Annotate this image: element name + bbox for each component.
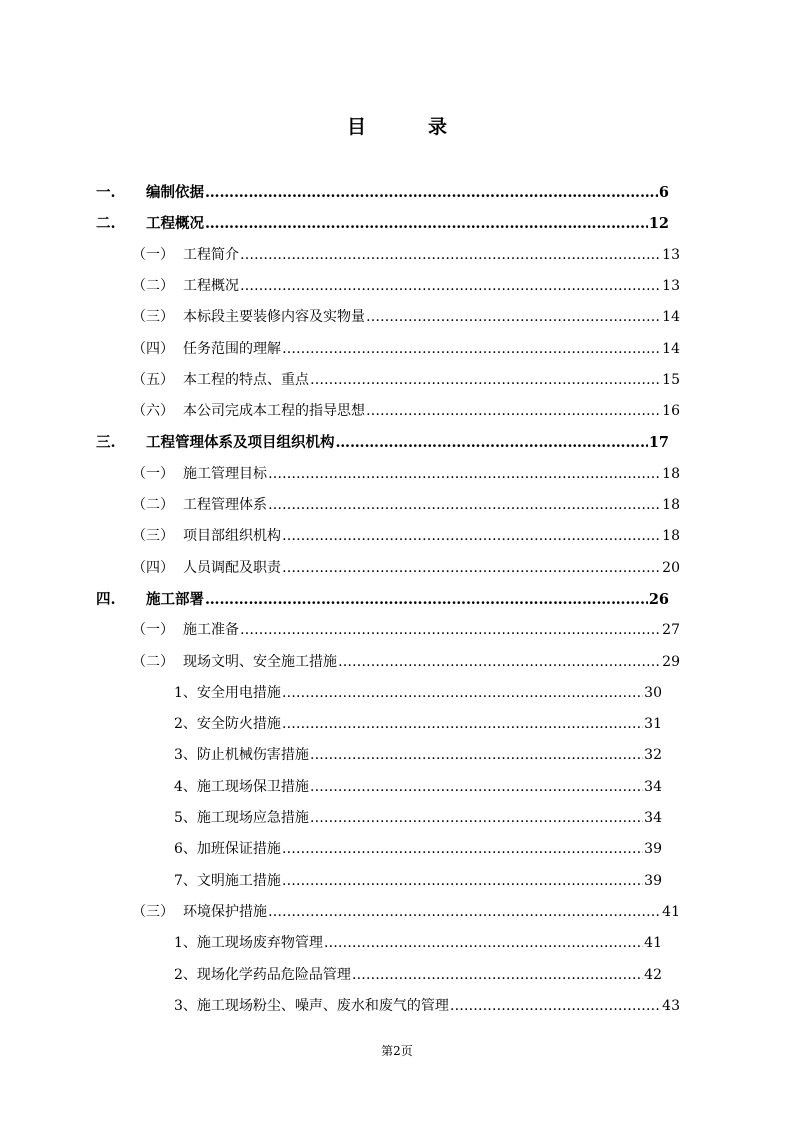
toc-entry[interactable] (132, 306, 680, 328)
toc-entry[interactable] (96, 431, 669, 453)
toc-entry[interactable] (174, 932, 662, 954)
toc-entry[interactable] (132, 244, 680, 266)
toc-entry-page-number: 18 (662, 497, 680, 513)
toc-entry-page-number: 31 (644, 716, 662, 733)
toc-entry[interactable] (132, 651, 680, 673)
toc-entry[interactable] (174, 807, 662, 829)
toc-entry-page-number: 18 (662, 528, 680, 545)
toc-entry-page-number: 29 (662, 653, 680, 670)
toc-entry-number: （五） (132, 371, 174, 388)
dot-leader (205, 591, 648, 608)
toc-entry-number: （一） (132, 622, 174, 639)
toc-entry[interactable] (132, 369, 680, 391)
toc-entry-label: 4、施工现场保卫措施 (174, 778, 309, 795)
toc-entry[interactable] (132, 275, 680, 297)
toc-entry-number: 四. (96, 590, 116, 608)
dot-leader (352, 967, 643, 983)
toc-entry-page-number: 32 (644, 747, 662, 764)
dot-leader (268, 904, 661, 920)
toc-entry-label: 编制依据 (146, 184, 204, 201)
toc-entry-number: （六） (132, 403, 174, 420)
toc-entry-label: 3、防止机械伤害措施 (174, 747, 309, 764)
toc-entry[interactable] (96, 588, 669, 610)
toc-entry-page-number: 42 (644, 966, 662, 983)
toc-entry-page-number: 34 (644, 810, 662, 826)
toc-entry-page-number: 13 (662, 277, 680, 294)
dot-leader (282, 528, 661, 544)
dot-leader (205, 215, 648, 232)
toc-entry-page-number: 15 (662, 371, 680, 388)
dot-leader (366, 403, 661, 419)
toc-entry[interactable] (96, 212, 669, 234)
toc-entry[interactable] (174, 870, 662, 892)
toc-entry[interactable] (132, 525, 680, 547)
dot-leader (282, 841, 643, 857)
dot-leader (282, 873, 643, 889)
dot-leader (240, 278, 661, 294)
toc-entry-page-number: 12 (648, 215, 669, 233)
toc-entry-label: 6、加班保证措施 (174, 841, 281, 858)
toc-entry[interactable] (132, 901, 680, 923)
toc-entry-number: （三） (132, 903, 174, 920)
toc-entry-label: 2、安全防火措施 (174, 716, 281, 733)
page-footer: 第2页 (381, 1044, 413, 1058)
toc-entry-page-number: 30 (644, 684, 662, 701)
toc-entry[interactable] (132, 338, 680, 360)
toc-entry-label: 工程管理体系 (183, 497, 267, 513)
toc-entry-page-number: 39 (644, 841, 662, 858)
toc-entry-label: 任务范围的理解 (183, 340, 281, 357)
toc-entry-page-number: 41 (644, 935, 662, 952)
toc-entry-number: （四） (132, 340, 174, 357)
toc-entry-label: 5、施工现场应急措施 (174, 810, 309, 826)
toc-entry-label: 项目部组织机构 (183, 528, 281, 545)
toc-entry[interactable] (132, 463, 680, 485)
toc-entry-page-number: 13 (662, 246, 680, 263)
toc-entry-page-number: 14 (662, 309, 680, 326)
toc-entry-number: （四） (132, 559, 174, 576)
dot-leader (282, 716, 643, 732)
dot-leader (282, 685, 643, 701)
toc-entry-number: 二. (96, 215, 116, 233)
dot-leader (310, 810, 643, 826)
toc-entry[interactable] (174, 713, 662, 735)
toc-entry-number: （三） (132, 528, 174, 545)
dot-leader (282, 560, 661, 576)
dot-leader (268, 497, 661, 513)
dot-leader (336, 434, 648, 451)
toc-entry-page-number: 39 (644, 872, 662, 889)
toc-entry-number: 三. (96, 434, 116, 452)
toc-entry-label: 工程概况 (146, 215, 204, 233)
dot-leader (310, 372, 661, 388)
dot-leader (366, 309, 661, 325)
toc-entry-label: 施工准备 (183, 622, 239, 639)
toc-entry-label: 7、文明施工措施 (174, 872, 281, 889)
toc-entry[interactable] (96, 181, 669, 203)
dot-leader (205, 184, 658, 201)
toc-entry[interactable] (132, 619, 680, 641)
toc-entry[interactable] (132, 557, 680, 579)
toc-entry[interactable] (174, 776, 662, 798)
toc-entry[interactable] (174, 995, 680, 1017)
dot-leader (324, 935, 643, 951)
toc-entry-number: （三） (132, 309, 174, 326)
toc-entry-page-number: 41 (662, 903, 680, 920)
toc-entry-label: 1、施工现场废弃物管理 (174, 935, 323, 952)
toc-entry[interactable] (174, 744, 662, 766)
toc-entry[interactable] (174, 964, 662, 986)
toc-entry-page-number: 34 (644, 778, 662, 795)
toc-entry-page-number: 16 (662, 403, 680, 420)
dot-leader (282, 341, 661, 357)
toc-entry-label: 施工部署 (146, 590, 204, 608)
toc-entry-label: 环境保护措施 (183, 903, 267, 920)
dot-leader (310, 747, 643, 763)
toc-entry[interactable] (132, 494, 680, 516)
toc-entry-number: （二） (132, 277, 174, 294)
dot-leader (338, 654, 661, 670)
toc-entry-page-number: 26 (648, 590, 669, 608)
toc-entry[interactable] (174, 838, 662, 860)
toc-entry-label: 工程概况 (183, 277, 239, 294)
toc-entry-label: 人员调配及职责 (183, 559, 281, 576)
toc-entry-label: 本工程的特点、重点 (183, 371, 309, 388)
toc-entry-number: 一. (96, 184, 116, 201)
toc-entry-label: 2、现场化学药品危险品管理 (174, 966, 351, 983)
dot-leader (450, 998, 661, 1014)
toc-entry-label: 本标段主要装修内容及实物量 (183, 309, 365, 326)
toc-entry-label: 工程简介 (183, 246, 239, 263)
toc-entry-label: 工程管理体系及项目组织机构 (146, 434, 335, 452)
toc-entry-number: （二） (132, 653, 174, 670)
toc-entry-page-number: 14 (662, 340, 680, 357)
dot-leader (240, 622, 661, 638)
toc-entry-page-number: 6 (658, 184, 669, 201)
toc-title-char-1: 目 (346, 116, 366, 138)
toc-entry-label: 施工管理目标 (183, 465, 267, 482)
toc-entry-number: （一） (132, 246, 174, 263)
dot-leader (268, 466, 661, 482)
toc-title-char-2: 录 (428, 116, 448, 138)
toc-entry-label: 本公司完成本工程的指导思想 (183, 403, 365, 420)
toc-entry-page-number: 18 (662, 465, 680, 482)
toc-entry-page-number: 17 (648, 434, 669, 452)
toc-entry-number: （二） (132, 497, 174, 513)
toc-entry-page-number: 20 (662, 559, 680, 576)
dot-leader (310, 779, 643, 795)
toc-entry-label: 3、施工现场粉尘、噪声、废水和废气的管理 (174, 997, 449, 1014)
toc-entry-page-number: 27 (662, 622, 680, 639)
toc-entry-page-number: 43 (662, 997, 680, 1014)
toc-entry[interactable] (174, 682, 662, 704)
toc-entry[interactable] (132, 400, 680, 422)
toc-entry-number: （一） (132, 465, 174, 482)
toc-entry-label: 1、安全用电措施 (174, 684, 281, 701)
dot-leader (240, 247, 661, 263)
toc-entry-label: 现场文明、安全施工措施 (183, 653, 337, 670)
